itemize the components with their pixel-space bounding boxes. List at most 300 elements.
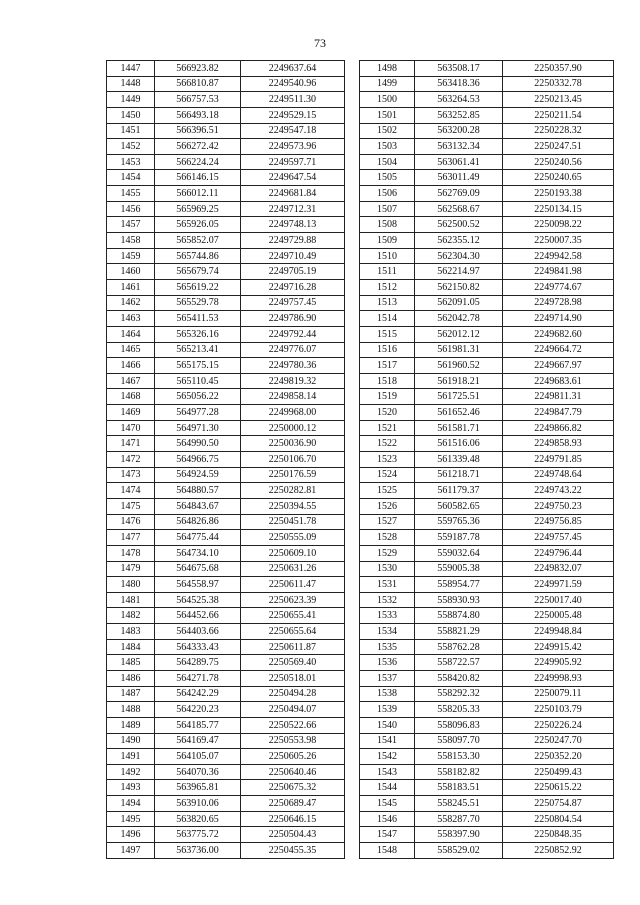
point-number-cell: 1510 bbox=[360, 248, 415, 264]
y-coordinate-cell: 2249597.71 bbox=[241, 154, 345, 170]
table-row bbox=[107, 655, 345, 671]
y-coordinate-cell: 2250623.39 bbox=[241, 592, 345, 608]
table-row bbox=[360, 405, 614, 421]
x-coordinate-cell: 564185.77 bbox=[155, 717, 241, 733]
point-number-cell: 1502 bbox=[360, 123, 415, 139]
y-coordinate-cell: 2250609.10 bbox=[241, 545, 345, 561]
table-row bbox=[107, 217, 345, 233]
point-number-cell: 1541 bbox=[360, 733, 415, 749]
point-number-cell: 1546 bbox=[360, 811, 415, 827]
point-number-cell: 1448 bbox=[107, 76, 155, 92]
y-coordinate-cell: 2249705.19 bbox=[241, 264, 345, 280]
y-coordinate-cell: 2250332.78 bbox=[503, 76, 614, 92]
x-coordinate-cell: 565852.07 bbox=[155, 233, 241, 249]
table-row bbox=[107, 107, 345, 123]
x-coordinate-cell: 566493.18 bbox=[155, 107, 241, 123]
table-row bbox=[107, 76, 345, 92]
table-row bbox=[107, 342, 345, 358]
table-row bbox=[360, 170, 614, 186]
table-row bbox=[107, 639, 345, 655]
x-coordinate-cell: 564826.86 bbox=[155, 514, 241, 530]
point-number-cell: 1548 bbox=[360, 843, 415, 859]
y-coordinate-cell: 2250357.90 bbox=[503, 61, 614, 77]
table-row bbox=[107, 311, 345, 327]
table-row bbox=[360, 217, 614, 233]
x-coordinate-cell: 559765.36 bbox=[415, 514, 503, 530]
x-coordinate-cell: 564734.10 bbox=[155, 545, 241, 561]
y-coordinate-cell: 2249716.28 bbox=[241, 279, 345, 295]
point-number-cell: 1513 bbox=[360, 295, 415, 311]
x-coordinate-cell: 561725.51 bbox=[415, 389, 503, 405]
y-coordinate-cell: 2249841.98 bbox=[503, 264, 614, 280]
point-number-cell: 1481 bbox=[107, 592, 155, 608]
x-coordinate-cell: 558397.90 bbox=[415, 827, 503, 843]
table-row bbox=[360, 311, 614, 327]
point-number-cell: 1468 bbox=[107, 389, 155, 405]
point-number-cell: 1520 bbox=[360, 405, 415, 421]
y-coordinate-cell: 2249540.96 bbox=[241, 76, 345, 92]
table-row bbox=[360, 389, 614, 405]
table-row bbox=[360, 514, 614, 530]
point-number-cell: 1543 bbox=[360, 764, 415, 780]
point-number-cell: 1511 bbox=[360, 264, 415, 280]
y-coordinate-cell: 2249796.44 bbox=[503, 545, 614, 561]
x-coordinate-cell: 558153.30 bbox=[415, 749, 503, 765]
table-row bbox=[360, 577, 614, 593]
x-coordinate-cell: 558097.70 bbox=[415, 733, 503, 749]
point-number-cell: 1462 bbox=[107, 295, 155, 311]
table-row bbox=[360, 186, 614, 202]
point-number-cell: 1488 bbox=[107, 702, 155, 718]
table-row bbox=[107, 233, 345, 249]
table-row bbox=[107, 279, 345, 295]
point-number-cell: 1509 bbox=[360, 233, 415, 249]
x-coordinate-cell: 565213.41 bbox=[155, 342, 241, 358]
x-coordinate-cell: 566810.87 bbox=[155, 76, 241, 92]
table-row bbox=[360, 545, 614, 561]
x-coordinate-cell: 558762.28 bbox=[415, 639, 503, 655]
x-coordinate-cell: 561179.37 bbox=[415, 483, 503, 499]
point-number-cell: 1530 bbox=[360, 561, 415, 577]
x-coordinate-cell: 558287.70 bbox=[415, 811, 503, 827]
y-coordinate-cell: 2250611.47 bbox=[241, 577, 345, 593]
x-coordinate-cell: 561218.71 bbox=[415, 467, 503, 483]
y-coordinate-cell: 2250213.45 bbox=[503, 92, 614, 108]
y-coordinate-cell: 2250555.09 bbox=[241, 530, 345, 546]
x-coordinate-cell: 562500.52 bbox=[415, 217, 503, 233]
x-coordinate-cell: 564966.75 bbox=[155, 452, 241, 468]
point-number-cell: 1525 bbox=[360, 483, 415, 499]
table-row bbox=[360, 420, 614, 436]
y-coordinate-cell: 2250036.90 bbox=[241, 436, 345, 452]
point-number-cell: 1479 bbox=[107, 561, 155, 577]
table-row bbox=[360, 749, 614, 765]
y-coordinate-cell: 2249664.72 bbox=[503, 342, 614, 358]
point-number-cell: 1500 bbox=[360, 92, 415, 108]
y-coordinate-cell: 2249637.64 bbox=[241, 61, 345, 77]
point-number-cell: 1472 bbox=[107, 452, 155, 468]
x-coordinate-cell: 563775.72 bbox=[155, 827, 241, 843]
x-coordinate-cell: 564169.47 bbox=[155, 733, 241, 749]
x-coordinate-cell: 562012.12 bbox=[415, 326, 503, 342]
table-row bbox=[360, 670, 614, 686]
table-row bbox=[360, 483, 614, 499]
x-coordinate-cell: 558183.51 bbox=[415, 780, 503, 796]
x-coordinate-cell: 565056.22 bbox=[155, 389, 241, 405]
y-coordinate-cell: 2249866.82 bbox=[503, 420, 614, 436]
y-coordinate-cell: 2249811.31 bbox=[503, 389, 614, 405]
table-row bbox=[360, 780, 614, 796]
table-row bbox=[360, 639, 614, 655]
y-coordinate-cell: 2249529.15 bbox=[241, 107, 345, 123]
table-row bbox=[360, 279, 614, 295]
y-coordinate-cell: 2250000.12 bbox=[241, 420, 345, 436]
y-coordinate-cell: 2250804.54 bbox=[503, 811, 614, 827]
table-row bbox=[360, 76, 614, 92]
point-number-cell: 1519 bbox=[360, 389, 415, 405]
y-coordinate-cell: 2250176.59 bbox=[241, 467, 345, 483]
point-number-cell: 1529 bbox=[360, 545, 415, 561]
table-row bbox=[107, 749, 345, 765]
coordinates-table-right bbox=[359, 60, 614, 859]
table-row bbox=[107, 264, 345, 280]
x-coordinate-cell: 561918.21 bbox=[415, 373, 503, 389]
y-coordinate-cell: 2250689.47 bbox=[241, 796, 345, 812]
table-row bbox=[107, 389, 345, 405]
x-coordinate-cell: 566396.51 bbox=[155, 123, 241, 139]
table-row bbox=[107, 201, 345, 217]
table-row bbox=[360, 843, 614, 859]
y-coordinate-cell: 2249712.31 bbox=[241, 201, 345, 217]
table-row bbox=[107, 123, 345, 139]
table-row bbox=[360, 107, 614, 123]
point-number-cell: 1470 bbox=[107, 420, 155, 436]
table-row bbox=[107, 561, 345, 577]
y-coordinate-cell: 2249915.42 bbox=[503, 639, 614, 655]
x-coordinate-cell: 561581.71 bbox=[415, 420, 503, 436]
y-coordinate-cell: 2249774.67 bbox=[503, 279, 614, 295]
table-row bbox=[360, 608, 614, 624]
x-coordinate-cell: 563910.06 bbox=[155, 796, 241, 812]
point-number-cell: 1492 bbox=[107, 764, 155, 780]
x-coordinate-cell: 562042.78 bbox=[415, 311, 503, 327]
y-coordinate-cell: 2250504.43 bbox=[241, 827, 345, 843]
y-coordinate-cell: 2249780.36 bbox=[241, 358, 345, 374]
table-row bbox=[360, 358, 614, 374]
point-number-cell: 1460 bbox=[107, 264, 155, 280]
x-coordinate-cell: 564105.07 bbox=[155, 749, 241, 765]
point-number-cell: 1482 bbox=[107, 608, 155, 624]
x-coordinate-cell: 559005.38 bbox=[415, 561, 503, 577]
point-number-cell: 1540 bbox=[360, 717, 415, 733]
coordinates-table-left bbox=[106, 60, 345, 859]
point-number-cell: 1528 bbox=[360, 530, 415, 546]
point-number-cell: 1477 bbox=[107, 530, 155, 546]
table-row bbox=[107, 530, 345, 546]
y-coordinate-cell: 2250569.40 bbox=[241, 655, 345, 671]
point-number-cell: 1452 bbox=[107, 139, 155, 155]
x-coordinate-cell: 561981.31 bbox=[415, 342, 503, 358]
y-coordinate-cell: 2250098.22 bbox=[503, 217, 614, 233]
point-number-cell: 1463 bbox=[107, 311, 155, 327]
table-body bbox=[360, 61, 614, 859]
y-coordinate-cell: 2249791.85 bbox=[503, 452, 614, 468]
table-row bbox=[107, 326, 345, 342]
point-number-cell: 1515 bbox=[360, 326, 415, 342]
point-number-cell: 1473 bbox=[107, 467, 155, 483]
table-row bbox=[107, 248, 345, 264]
y-coordinate-cell: 2249757.45 bbox=[503, 530, 614, 546]
y-coordinate-cell: 2250655.64 bbox=[241, 624, 345, 640]
x-coordinate-cell: 565619.22 bbox=[155, 279, 241, 295]
x-coordinate-cell: 566923.82 bbox=[155, 61, 241, 77]
y-coordinate-cell: 2249710.49 bbox=[241, 248, 345, 264]
table-row bbox=[360, 796, 614, 812]
y-coordinate-cell: 2249683.61 bbox=[503, 373, 614, 389]
x-coordinate-cell: 558874.80 bbox=[415, 608, 503, 624]
point-number-cell: 1485 bbox=[107, 655, 155, 671]
x-coordinate-cell: 564558.97 bbox=[155, 577, 241, 593]
y-coordinate-cell: 2250494.07 bbox=[241, 702, 345, 718]
point-number-cell: 1464 bbox=[107, 326, 155, 342]
x-coordinate-cell: 558420.82 bbox=[415, 670, 503, 686]
x-coordinate-cell: 564242.29 bbox=[155, 686, 241, 702]
y-coordinate-cell: 2249728.98 bbox=[503, 295, 614, 311]
x-coordinate-cell: 565679.74 bbox=[155, 264, 241, 280]
table-row bbox=[107, 170, 345, 186]
table-row bbox=[360, 373, 614, 389]
x-coordinate-cell: 564271.78 bbox=[155, 670, 241, 686]
point-number-cell: 1489 bbox=[107, 717, 155, 733]
point-number-cell: 1516 bbox=[360, 342, 415, 358]
y-coordinate-cell: 2249998.93 bbox=[503, 670, 614, 686]
table-row bbox=[107, 420, 345, 436]
x-coordinate-cell: 562769.09 bbox=[415, 186, 503, 202]
table-row bbox=[107, 796, 345, 812]
x-coordinate-cell: 558292.32 bbox=[415, 686, 503, 702]
x-coordinate-cell: 564775.44 bbox=[155, 530, 241, 546]
point-number-cell: 1523 bbox=[360, 452, 415, 468]
x-coordinate-cell: 558821.29 bbox=[415, 624, 503, 640]
point-number-cell: 1484 bbox=[107, 639, 155, 655]
table-row bbox=[107, 358, 345, 374]
table-row bbox=[107, 827, 345, 843]
x-coordinate-cell: 564220.23 bbox=[155, 702, 241, 718]
table-row bbox=[360, 498, 614, 514]
y-coordinate-cell: 2250553.98 bbox=[241, 733, 345, 749]
x-coordinate-cell: 565926.05 bbox=[155, 217, 241, 233]
x-coordinate-cell: 561516.06 bbox=[415, 436, 503, 452]
x-coordinate-cell: 562568.67 bbox=[415, 201, 503, 217]
table-row bbox=[360, 264, 614, 280]
y-coordinate-cell: 2250394.55 bbox=[241, 498, 345, 514]
x-coordinate-cell: 564977.28 bbox=[155, 405, 241, 421]
point-number-cell: 1497 bbox=[107, 843, 155, 859]
point-number-cell: 1539 bbox=[360, 702, 415, 718]
x-coordinate-cell: 564924.59 bbox=[155, 467, 241, 483]
y-coordinate-cell: 2250605.26 bbox=[241, 749, 345, 765]
x-coordinate-cell: 564452.66 bbox=[155, 608, 241, 624]
y-coordinate-cell: 2249968.00 bbox=[241, 405, 345, 421]
point-number-cell: 1527 bbox=[360, 514, 415, 530]
x-coordinate-cell: 563965.81 bbox=[155, 780, 241, 796]
x-coordinate-cell: 561960.52 bbox=[415, 358, 503, 374]
x-coordinate-cell: 564675.68 bbox=[155, 561, 241, 577]
x-coordinate-cell: 561339.48 bbox=[415, 452, 503, 468]
point-number-cell: 1474 bbox=[107, 483, 155, 499]
point-number-cell: 1503 bbox=[360, 139, 415, 155]
table-row bbox=[360, 201, 614, 217]
y-coordinate-cell: 2250240.56 bbox=[503, 154, 614, 170]
table-row bbox=[107, 608, 345, 624]
y-coordinate-cell: 2249858.14 bbox=[241, 389, 345, 405]
y-coordinate-cell: 2250494.28 bbox=[241, 686, 345, 702]
x-coordinate-cell: 563011.49 bbox=[415, 170, 503, 186]
y-coordinate-cell: 2249858.93 bbox=[503, 436, 614, 452]
y-coordinate-cell: 2250103.79 bbox=[503, 702, 614, 718]
x-coordinate-cell: 565175.15 bbox=[155, 358, 241, 374]
x-coordinate-cell: 566012.11 bbox=[155, 186, 241, 202]
point-number-cell: 1535 bbox=[360, 639, 415, 655]
table-row bbox=[107, 483, 345, 499]
point-number-cell: 1486 bbox=[107, 670, 155, 686]
point-number-cell: 1501 bbox=[360, 107, 415, 123]
point-number-cell: 1478 bbox=[107, 545, 155, 561]
table-row bbox=[107, 92, 345, 108]
table-row bbox=[360, 61, 614, 77]
point-number-cell: 1475 bbox=[107, 498, 155, 514]
x-coordinate-cell: 558096.83 bbox=[415, 717, 503, 733]
y-coordinate-cell: 2250193.38 bbox=[503, 186, 614, 202]
y-coordinate-cell: 2249905.92 bbox=[503, 655, 614, 671]
x-coordinate-cell: 563132.34 bbox=[415, 139, 503, 155]
table-row bbox=[107, 780, 345, 796]
point-number-cell: 1491 bbox=[107, 749, 155, 765]
table-row bbox=[360, 436, 614, 452]
x-coordinate-cell: 565969.25 bbox=[155, 201, 241, 217]
y-coordinate-cell: 2250499.43 bbox=[503, 764, 614, 780]
y-coordinate-cell: 2249757.45 bbox=[241, 295, 345, 311]
y-coordinate-cell: 2249786.90 bbox=[241, 311, 345, 327]
y-coordinate-cell: 2249681.84 bbox=[241, 186, 345, 202]
x-coordinate-cell: 566224.24 bbox=[155, 154, 241, 170]
table-row bbox=[360, 827, 614, 843]
point-number-cell: 1469 bbox=[107, 405, 155, 421]
point-number-cell: 1498 bbox=[360, 61, 415, 77]
x-coordinate-cell: 560582.65 bbox=[415, 498, 503, 514]
point-number-cell: 1471 bbox=[107, 436, 155, 452]
x-coordinate-cell: 559187.78 bbox=[415, 530, 503, 546]
point-number-cell: 1456 bbox=[107, 201, 155, 217]
point-number-cell: 1508 bbox=[360, 217, 415, 233]
table-row bbox=[107, 154, 345, 170]
table-row bbox=[360, 326, 614, 342]
table-row bbox=[360, 764, 614, 780]
y-coordinate-cell: 2249511.30 bbox=[241, 92, 345, 108]
y-coordinate-cell: 2249942.58 bbox=[503, 248, 614, 264]
x-coordinate-cell: 561652.46 bbox=[415, 405, 503, 421]
x-coordinate-cell: 566272.42 bbox=[155, 139, 241, 155]
table-row bbox=[360, 592, 614, 608]
point-number-cell: 1449 bbox=[107, 92, 155, 108]
y-coordinate-cell: 2250247.51 bbox=[503, 139, 614, 155]
table-row bbox=[107, 405, 345, 421]
x-coordinate-cell: 564525.38 bbox=[155, 592, 241, 608]
x-coordinate-cell: 558529.02 bbox=[415, 843, 503, 859]
table-row bbox=[107, 545, 345, 561]
y-coordinate-cell: 2250522.66 bbox=[241, 717, 345, 733]
point-number-cell: 1544 bbox=[360, 780, 415, 796]
y-coordinate-cell: 2250518.01 bbox=[241, 670, 345, 686]
table-row bbox=[107, 811, 345, 827]
point-number-cell: 1534 bbox=[360, 624, 415, 640]
y-coordinate-cell: 2249748.64 bbox=[503, 467, 614, 483]
y-coordinate-cell: 2250106.70 bbox=[241, 452, 345, 468]
point-number-cell: 1514 bbox=[360, 311, 415, 327]
x-coordinate-cell: 564843.67 bbox=[155, 498, 241, 514]
point-number-cell: 1457 bbox=[107, 217, 155, 233]
point-number-cell: 1531 bbox=[360, 577, 415, 593]
y-coordinate-cell: 2249819.32 bbox=[241, 373, 345, 389]
page-number: 73 bbox=[314, 36, 326, 50]
x-coordinate-cell: 562304.30 bbox=[415, 248, 503, 264]
point-number-cell: 1517 bbox=[360, 358, 415, 374]
y-coordinate-cell: 2249573.96 bbox=[241, 139, 345, 155]
table-row bbox=[360, 717, 614, 733]
x-coordinate-cell: 559032.64 bbox=[415, 545, 503, 561]
x-coordinate-cell: 563200.28 bbox=[415, 123, 503, 139]
x-coordinate-cell: 565411.53 bbox=[155, 311, 241, 327]
table-row bbox=[107, 577, 345, 593]
table-row bbox=[107, 717, 345, 733]
point-number-cell: 1454 bbox=[107, 170, 155, 186]
y-coordinate-cell: 2249948.84 bbox=[503, 624, 614, 640]
point-number-cell: 1536 bbox=[360, 655, 415, 671]
y-coordinate-cell: 2250631.26 bbox=[241, 561, 345, 577]
point-number-cell: 1480 bbox=[107, 577, 155, 593]
table-row bbox=[360, 139, 614, 155]
point-number-cell: 1518 bbox=[360, 373, 415, 389]
table-row bbox=[360, 655, 614, 671]
y-coordinate-cell: 2249647.54 bbox=[241, 170, 345, 186]
table-row bbox=[107, 139, 345, 155]
y-coordinate-cell: 2249971.59 bbox=[503, 577, 614, 593]
table-row bbox=[107, 61, 345, 77]
table-row bbox=[360, 467, 614, 483]
x-coordinate-cell: 564990.50 bbox=[155, 436, 241, 452]
table-row bbox=[360, 686, 614, 702]
table-row bbox=[360, 295, 614, 311]
x-coordinate-cell: 558954.77 bbox=[415, 577, 503, 593]
point-number-cell: 1521 bbox=[360, 420, 415, 436]
table-row bbox=[360, 811, 614, 827]
table-row bbox=[107, 467, 345, 483]
point-number-cell: 1490 bbox=[107, 733, 155, 749]
point-number-cell: 1538 bbox=[360, 686, 415, 702]
y-coordinate-cell: 2250852.92 bbox=[503, 843, 614, 859]
table-row bbox=[107, 764, 345, 780]
x-coordinate-cell: 564880.57 bbox=[155, 483, 241, 499]
x-coordinate-cell: 563418.36 bbox=[415, 76, 503, 92]
y-coordinate-cell: 2250611.87 bbox=[241, 639, 345, 655]
x-coordinate-cell: 566146.15 bbox=[155, 170, 241, 186]
table-row bbox=[107, 498, 345, 514]
y-coordinate-cell: 2249682.60 bbox=[503, 326, 614, 342]
x-coordinate-cell: 564403.66 bbox=[155, 624, 241, 640]
y-coordinate-cell: 2250754.87 bbox=[503, 796, 614, 812]
y-coordinate-cell: 2250240.65 bbox=[503, 170, 614, 186]
x-coordinate-cell: 562355.12 bbox=[415, 233, 503, 249]
